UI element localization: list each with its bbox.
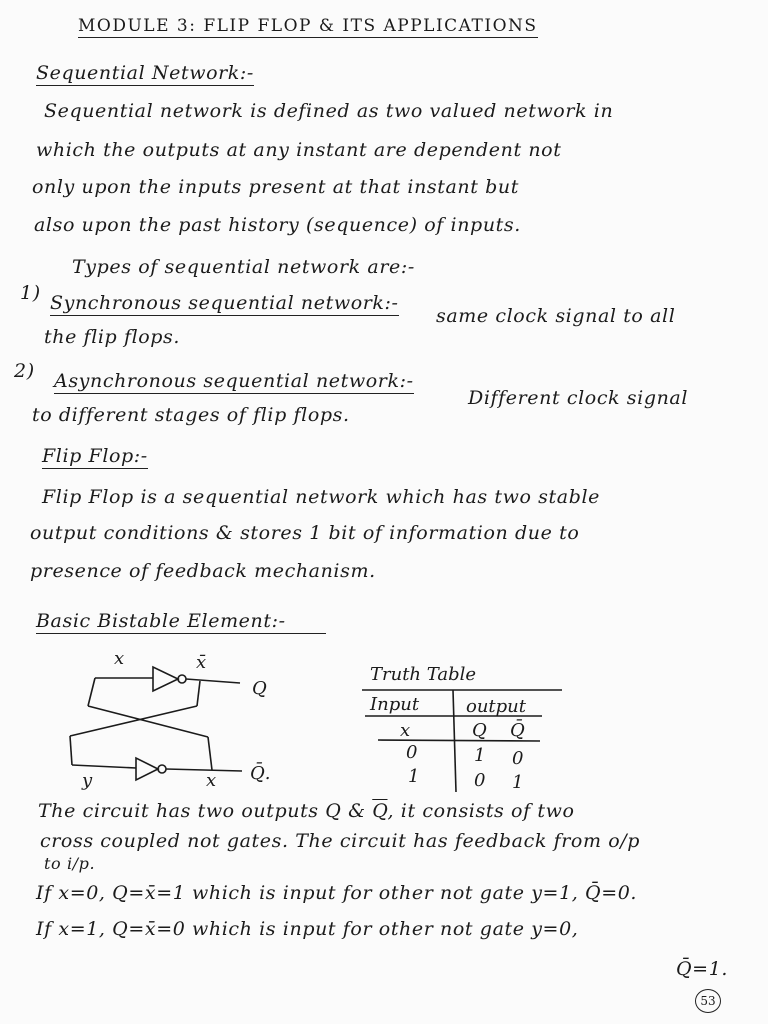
type2-number: 2)	[14, 360, 35, 382]
truth-table-cell: 1	[474, 745, 486, 766]
flipflop-def-line-3: presence of feedback mechanism.	[30, 560, 376, 582]
types-intro: Types of sequential network are:-	[72, 256, 415, 278]
flipflop-def-line-1: Flip Flop is a sequential network which has two stable	[42, 486, 600, 508]
truth-table-subheader-x: x	[400, 720, 411, 741]
explanation-line-1: The circuit has two outputs Q & $\overline{Q}$, it consists of two	[38, 800, 575, 822]
bistable-heading: Basic Bistable Element:-	[36, 610, 326, 634]
truth-table-cell: 1	[512, 772, 524, 793]
truth-table-cell: 0	[474, 770, 486, 791]
circuit-label-q-bar: Q̄.	[250, 763, 271, 784]
flipflop-def-line-2: output conditions & stores 1 bit of information due to	[30, 522, 580, 544]
sequential-heading: Sequential Network:-	[36, 62, 254, 84]
explanation-line-3: to i/p.	[44, 854, 96, 873]
truth-table-cell: 0	[406, 742, 418, 763]
truth-table-subheader-q: Q	[472, 720, 487, 741]
type1-name: Synchronous sequential network:-	[50, 292, 399, 314]
type1-description: same clock signal to all	[436, 305, 676, 327]
circuit-label-x-input: x	[114, 648, 125, 669]
explanation-line-6: Q̄=1.	[676, 958, 729, 980]
truth-table-subheader-qbar: Q̄	[510, 720, 525, 741]
truth-table-cell: 0	[512, 748, 524, 769]
circuit-label-y: y	[82, 770, 93, 791]
truth-table-output-header: output	[466, 696, 527, 717]
flipflop-heading: Flip Flop:-	[42, 445, 148, 467]
sequential-def-line-3: only upon the inputs present at that instant but	[32, 176, 519, 198]
explanation-line-2: cross coupled not gates. The circuit has feedback from o/p	[40, 830, 641, 852]
circuit-label-x-bar: x̄	[196, 652, 207, 673]
sequential-def-line-2: which the outputs at any instant are dependent not	[36, 139, 562, 161]
explanation-line-4: If x=0, Q=x̄=1 which is input for other not gate y=1, Q̄=0.	[36, 882, 638, 904]
explanation-line-5: If x=1, Q=x̄=0 which is input for other not gate y=0,	[36, 918, 579, 940]
type1-continuation: the flip flops.	[44, 326, 181, 348]
type2-name: Asynchronous sequential network:-	[54, 370, 414, 392]
truth-table-title: Truth Table	[370, 664, 477, 685]
truth-table-cell: 1	[408, 766, 420, 787]
type2-description: Different clock signal	[468, 387, 689, 409]
sequential-def-line-1: Sequential network is defined as two valued network in	[44, 100, 614, 122]
circuit-label-q: Q	[252, 678, 267, 699]
page-number: 53	[695, 989, 721, 1013]
page-title: MODULE 3: FLIP FLOP & ITS APPLICATIONS	[78, 16, 538, 36]
type1-number: 1)	[20, 282, 41, 304]
type2-continuation: to different stages of flip flops.	[32, 404, 350, 426]
sequential-def-line-4: also upon the past history (sequence) of inputs.	[34, 214, 521, 236]
truth-table-input-header: Input	[370, 694, 420, 715]
circuit-label-x-low: x	[206, 770, 217, 791]
